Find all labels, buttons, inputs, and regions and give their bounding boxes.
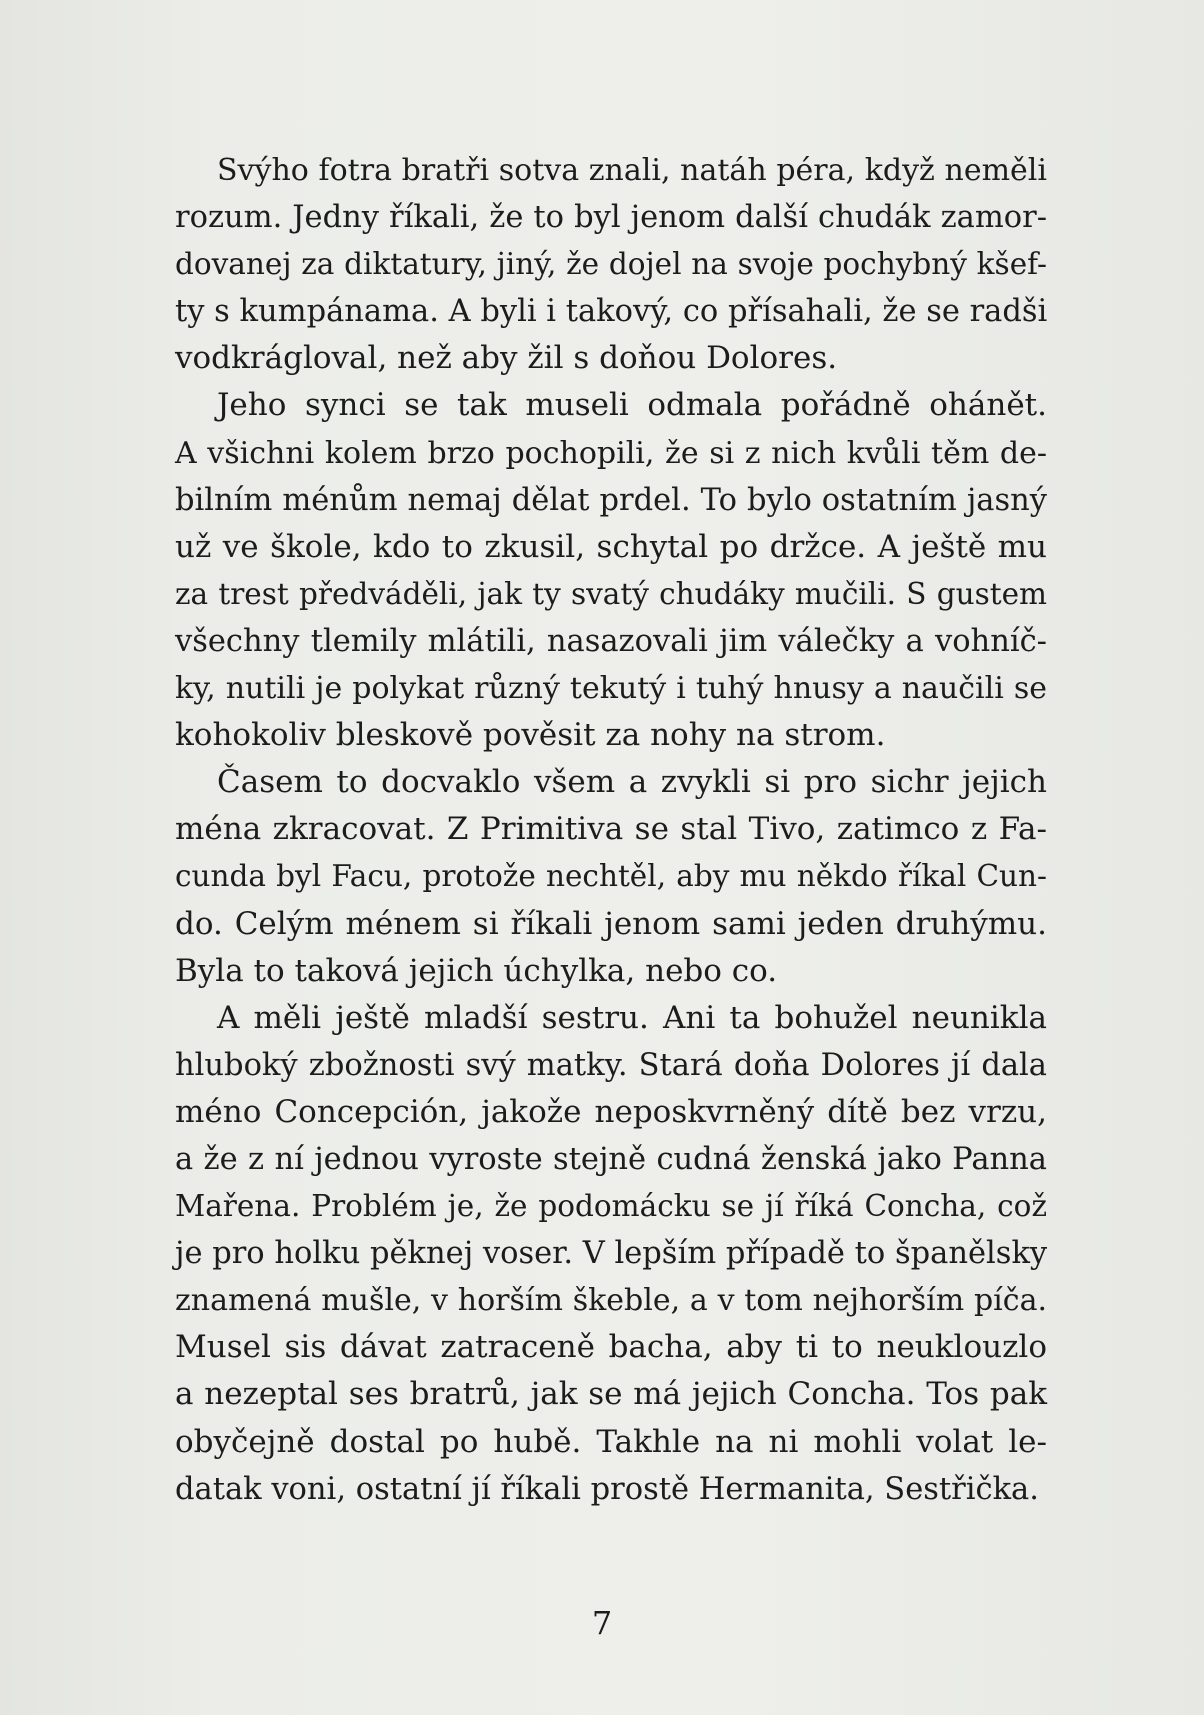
text-line: je pro holku pěknej voser. V lepším případě to španělsky [175, 1236, 1048, 1272]
text-line: a že z ní jednou vyroste stejně cudná ženská jako Panna [175, 1141, 1047, 1177]
text-line: kohokoliv bleskově pověsit za nohy na strom. [175, 717, 886, 754]
text-line: všechny tlemily mlátili, nasazovali jim válečky a vohníč- [175, 623, 1047, 659]
text-line: za trest předváděli, jak ty svatý chudáky mučili. S gustem [175, 576, 1047, 611]
text-line: Jeho synci se tak museli odmala pořádně ohánět. [217, 387, 1047, 424]
text-line: obyčejně dostal po hubě. Takhle na ni mohli volat le- [175, 1423, 1047, 1460]
paragraph [175, 759, 1047, 994]
text-line: dovanej za diktatury, jiný, že dojel na svoje pochybný kšef- [175, 247, 1047, 282]
paragraph [175, 382, 1047, 759]
text-line: ty s kumpánama. A byli i takový, co přísahali, že se radši [175, 294, 1048, 330]
text-line: hluboký zbožnosti svý matky. Stará doňa Dolores jí dala [175, 1047, 1047, 1083]
text-line: znamená mušle, v horším škeble, a v tom nejhorším píča. [175, 1283, 1047, 1319]
text-line: méno Concepción, jakože neposkvrněný dítě bez vrzu, [175, 1093, 1047, 1130]
text-line: vodkrágloval, než aby žil s doňou Dolores. [175, 340, 838, 377]
text-line: Musel sis dávat zatraceně bacha, aby ti to neuklouzlo [175, 1329, 1047, 1366]
text-line: ména zkracovat. Z Primitiva se stal Tivo, zatimco z Fa- [175, 811, 1047, 848]
text-line: Byla to taková jejich úchylka, nebo co. [175, 952, 778, 989]
text-line: Časem to docvaklo všem a zvykli si pro sichr jejich [217, 764, 1047, 801]
paragraph [175, 147, 1047, 382]
text-line: datak voni, ostatní jí říkali prostě Hermanita, Sestřička. [175, 1471, 1039, 1507]
paragraph [175, 995, 1047, 1513]
text-line: Svýho fotra bratři sotva znali, natáh péra, když neměli [217, 153, 1047, 188]
text-line: už ve škole, kdo to zkusil, schytal po držce. A ještě mu [175, 528, 1047, 565]
text-line: cunda byl Facu, protože nechtěl, aby mu někdo říkal Cun- [175, 859, 1047, 894]
text-line: A všichni kolem brzo pochopili, že si z nich kvůli těm de- [175, 435, 1047, 471]
body-text [175, 147, 1047, 1513]
text-line: Mařena. Problém je, že podomácku se jí říká Concha, což [175, 1189, 1047, 1224]
text-line: a nezeptal ses bratrů, jak se má jejich Concha. Tos pak [175, 1376, 1047, 1413]
text-line: rozum. Jedny říkali, že to byl jenom další chudák zamor- [175, 200, 1047, 236]
text-line: ky, nutili je polykat různý tekutý i tuhý hnusy a naučili se [175, 671, 1047, 707]
text-line: A měli ještě mladší sestru. Ani ta bohužel neunikla [217, 999, 1047, 1036]
text-line: do. Celým ménem si říkali jenom sami jeden druhýmu. [175, 905, 1047, 942]
page-number: 7 [591, 1604, 613, 1642]
text-line: bilním ménům nemaj dělat prdel. To bylo ostatním jasný [175, 482, 1047, 518]
